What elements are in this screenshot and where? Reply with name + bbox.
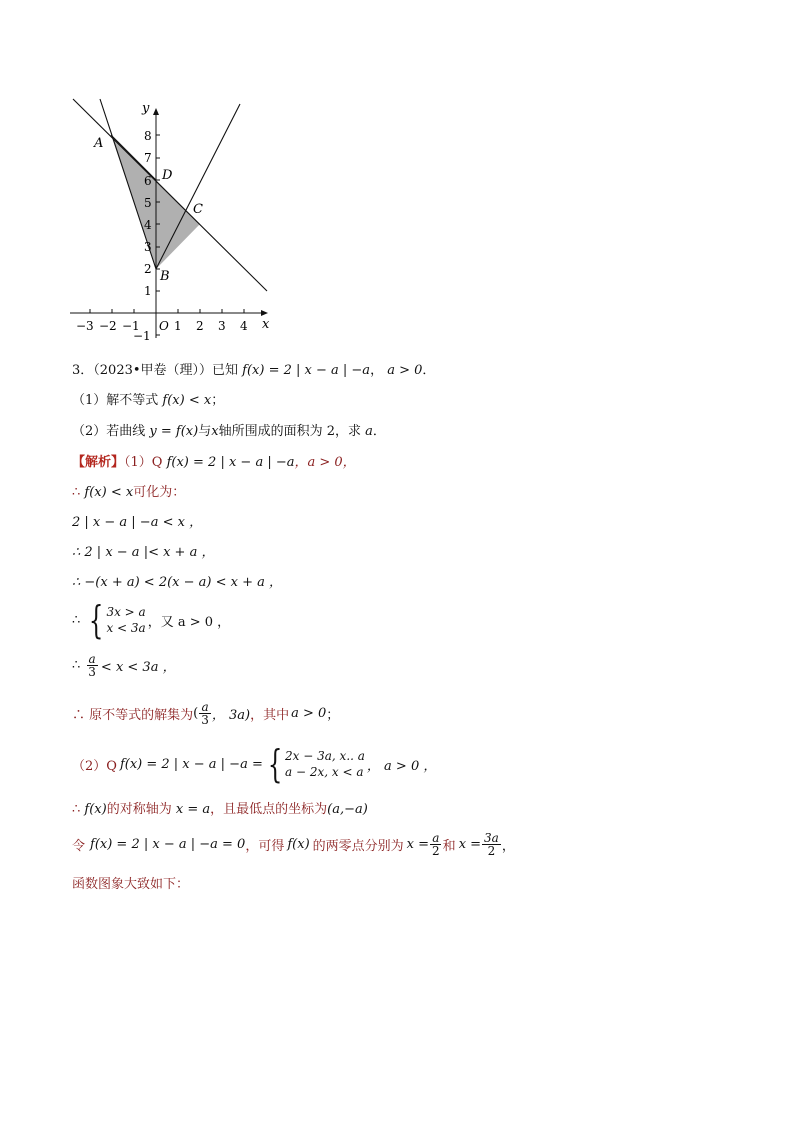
part2-x: x: [211, 424, 219, 439]
s8-interval-end: ， 3a): [211, 708, 251, 723]
solution-line-1: [72, 451, 356, 470]
line-y-equals-4-minus-x: [73, 99, 267, 291]
s11-x2: x =: [458, 837, 482, 852]
s11-num-2: 3a: [484, 831, 499, 845]
solution-line-7: [72, 653, 176, 678]
s6-row-1: 3x > a: [106, 605, 146, 619]
problem-comma: ，: [370, 363, 384, 378]
problem-part-1: [72, 389, 224, 408]
s4-expr: ∴ 2 | x − a |< x + a ，: [72, 545, 215, 560]
x-tick-label-neg3: −3: [76, 319, 94, 333]
s12-text: 函数图象大致如下：: [72, 877, 190, 892]
y-tick-label-4: 4: [144, 218, 152, 232]
s8-fraction: [199, 701, 211, 726]
s7-fraction: [86, 653, 98, 678]
problem-condition: a > 0: [387, 363, 423, 378]
s7-post: < x < 3a ，: [100, 660, 176, 675]
coordinate-graph: [60, 95, 285, 345]
x-axis-arrow: [261, 310, 268, 316]
solution-line-4: [72, 541, 214, 560]
s11-x1: x =: [406, 837, 430, 852]
problem-part-2: [72, 420, 386, 439]
solution-line-8: [72, 701, 339, 726]
s2-text: 可化为：: [133, 485, 186, 500]
s11-and: 和: [442, 839, 456, 854]
point-label-C: C: [193, 202, 203, 217]
s11-frac-2: [482, 832, 501, 857]
point-label-B: B: [160, 269, 170, 284]
s11-get: ，可得: [245, 839, 285, 854]
y-tick-label-7: 7: [144, 151, 152, 165]
s6-post: ，又 a > 0 ，: [147, 614, 231, 630]
s11-frac-1: [430, 832, 442, 857]
s2-ineq: f(x) < x: [84, 485, 134, 500]
s10-therefore: ∴: [72, 802, 81, 817]
s9-cond: ， a > 0 ，: [366, 758, 437, 774]
s10-x-eq-a: x = a: [175, 802, 211, 817]
y-tick-label-3: 3: [144, 240, 152, 254]
part1-end: ；: [211, 393, 225, 408]
solution-line-10: [72, 798, 368, 817]
s8-text: ∴ 原不等式的解集为: [72, 708, 194, 723]
s7-therefore: ∴: [72, 658, 81, 673]
x-tick-label-3: 3: [218, 319, 226, 333]
s8-num: a: [201, 700, 209, 714]
s5-expr: ∴ −(x + a) < 2(x − a) < x + a ，: [72, 575, 283, 590]
s9-prefix: （2）Q: [72, 758, 117, 774]
s10-point: (a,−a): [327, 802, 368, 817]
point-label-A: A: [94, 136, 104, 151]
s11-num-1: a: [432, 831, 440, 845]
s10-axis-text: 的对称轴为: [106, 802, 172, 817]
s2-therefore: ∴: [72, 485, 81, 500]
origin-label: O: [159, 319, 169, 333]
solution-line-5: [72, 571, 282, 590]
part2-with: 与: [198, 424, 212, 439]
s7-den: 3: [88, 665, 96, 679]
s1-cond: ，a > 0，: [294, 455, 356, 470]
s11-den-2: 2: [487, 844, 496, 858]
s8-paren: (: [193, 706, 199, 721]
s10-f: f(x): [84, 802, 107, 817]
s1-function: f(x) = 2 | x − a | −a: [166, 455, 295, 470]
problem-line-1: [72, 359, 435, 378]
y-tick-label-1: 1: [144, 284, 152, 298]
s1-prefix: （1）Q: [124, 455, 163, 470]
s3-expr: 2 | x − a | −a < x ，: [72, 515, 203, 530]
solution-line-3: [72, 511, 202, 530]
s9-row-1: 2x − 3a, x.. a: [285, 749, 365, 763]
y-axis-label: y: [142, 101, 150, 116]
y-tick-label-5: 5: [144, 196, 152, 210]
problem-period: ．: [422, 363, 436, 378]
x-tick-label-neg2: −2: [99, 319, 117, 333]
x-tick-label-4: 4: [240, 319, 248, 333]
problem-function: f(x) = 2 | x − a | −a: [242, 363, 371, 378]
x-ticks: [90, 309, 244, 313]
y-tick-label-6: 6: [144, 174, 152, 188]
solution-line-2: [72, 481, 185, 500]
part1-text: （1）解不等式: [72, 393, 159, 408]
s11-let: 令: [72, 839, 86, 854]
solution-line-9: [72, 742, 437, 786]
x-tick-label-2: 2: [196, 319, 204, 333]
s8-where: ，其中: [250, 708, 290, 723]
s10-min-text: ，且最低点的坐标为: [210, 802, 328, 817]
solution-line-11: [72, 832, 515, 857]
y-tick-label-2: 2: [144, 262, 152, 276]
x-tick-label-neg1: −1: [122, 319, 140, 333]
solution-line-12: [72, 873, 189, 892]
y-tick-label-neg1: −1: [133, 329, 151, 343]
s6-therefore: ∴: [72, 612, 81, 628]
part2-a: a: [365, 424, 373, 439]
part2-end: ．: [372, 424, 386, 439]
s9-function: f(x) = 2 | x − a | −a =: [119, 756, 263, 772]
s9-row-2: a − 2x, x < a: [285, 765, 364, 779]
y-tick-label-8: 8: [144, 129, 152, 143]
part2-area-text: 轴所围成的面积为 2，求: [218, 424, 361, 439]
point-label-D: D: [162, 168, 173, 183]
s6-brace-icon: {: [89, 598, 104, 642]
y-axis-arrow: [153, 108, 159, 115]
s8-end: ；: [326, 708, 340, 723]
s7-num: a: [88, 652, 96, 666]
s11-eq: f(x) = 2 | x − a | −a = 0: [90, 837, 246, 852]
s11-f: f(x): [287, 837, 310, 852]
x-axis-label: x: [262, 317, 270, 332]
s6-system: [84, 598, 146, 642]
solution-line-6: [72, 598, 231, 642]
s9-brace-icon: {: [267, 742, 283, 786]
problem-number-source: 3．（2023•甲卷（理））已知: [72, 363, 239, 378]
part1-inequality: f(x) < x: [162, 393, 212, 408]
s11-end: ，: [501, 839, 515, 854]
s8-den: 3: [201, 713, 209, 727]
solution-tag: 【解析】: [72, 455, 125, 470]
s8-cond: a > 0: [291, 706, 327, 721]
part2-curve: y = f(x): [149, 424, 199, 439]
s11-den-1: 2: [432, 844, 440, 858]
s9-piecewise: [263, 742, 365, 786]
x-tick-label-1: 1: [174, 319, 182, 333]
s6-row-2: x < 3a: [106, 621, 146, 635]
part2-text: （2）若曲线: [72, 424, 146, 439]
s11-zeros-text: 的两零点分别为: [312, 839, 404, 854]
